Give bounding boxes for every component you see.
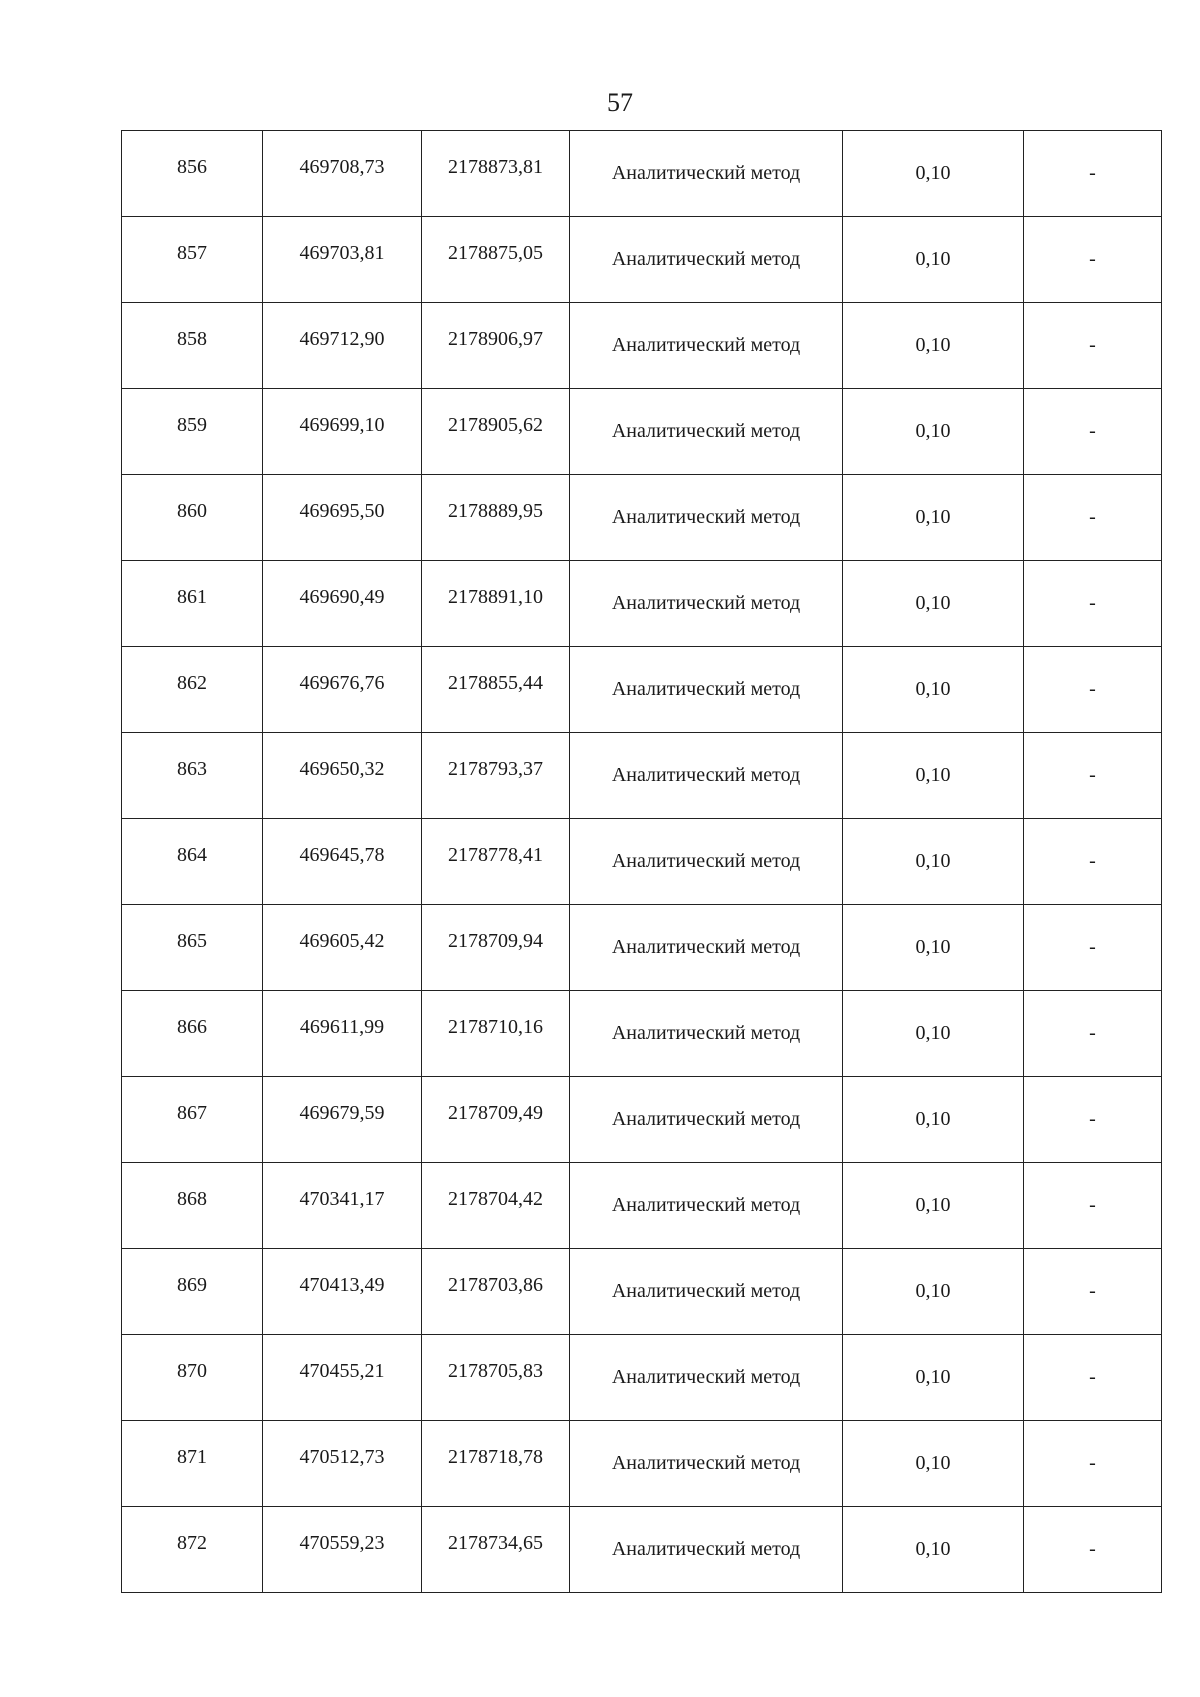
y-coordinate-cell-text: 2178734,65 bbox=[448, 1532, 543, 1554]
method-cell-text: Аналитический метод bbox=[611, 1108, 801, 1130]
point-number-cell-text: 867 bbox=[177, 1102, 207, 1124]
accuracy-cell-text: 0,10 bbox=[915, 1538, 951, 1560]
description-cell-text: - bbox=[1089, 1538, 1096, 1560]
x-coordinate-cell-text: 469605,42 bbox=[299, 930, 385, 952]
accuracy-cell bbox=[843, 905, 1024, 991]
y-coordinate-cell-text: 2178873,81 bbox=[448, 156, 543, 178]
method-cell bbox=[570, 389, 843, 475]
method-cell-text: Аналитический метод bbox=[611, 1194, 801, 1216]
x-coordinate-cell bbox=[263, 303, 422, 389]
method-cell bbox=[570, 1335, 843, 1421]
point-number-cell-text: 858 bbox=[177, 328, 207, 350]
accuracy-cell bbox=[843, 647, 1024, 733]
description-cell-text: - bbox=[1089, 764, 1096, 786]
table-row bbox=[122, 217, 1162, 303]
accuracy-cell bbox=[843, 733, 1024, 819]
point-number-cell bbox=[122, 819, 263, 905]
accuracy-cell bbox=[843, 561, 1024, 647]
y-coordinate-cell bbox=[422, 1249, 570, 1335]
description-cell bbox=[1024, 819, 1162, 905]
y-coordinate-cell-text: 2178905,62 bbox=[448, 414, 543, 436]
x-coordinate-cell-text: 469690,49 bbox=[299, 586, 385, 608]
y-coordinate-cell bbox=[422, 733, 570, 819]
x-coordinate-cell bbox=[263, 1335, 422, 1421]
method-cell-text: Аналитический метод bbox=[611, 506, 801, 528]
accuracy-cell-text: 0,10 bbox=[915, 678, 951, 700]
x-coordinate-cell-text: 469679,59 bbox=[299, 1102, 385, 1124]
y-coordinate-cell bbox=[422, 819, 570, 905]
point-number-cell-text: 863 bbox=[177, 758, 207, 780]
description-cell bbox=[1024, 1507, 1162, 1593]
description-cell-text: - bbox=[1089, 936, 1096, 958]
table-row bbox=[122, 819, 1162, 905]
x-coordinate-cell-text: 470559,23 bbox=[299, 1532, 385, 1554]
point-number-cell bbox=[122, 1507, 263, 1593]
description-cell bbox=[1024, 991, 1162, 1077]
method-cell bbox=[570, 1249, 843, 1335]
point-number-cell bbox=[122, 389, 263, 475]
method-cell-text: Аналитический метод bbox=[611, 936, 801, 958]
accuracy-cell-text: 0,10 bbox=[915, 764, 951, 786]
x-coordinate-cell-text: 469712,90 bbox=[299, 328, 385, 350]
y-coordinate-cell-text: 2178875,05 bbox=[448, 242, 543, 264]
y-coordinate-cell bbox=[422, 647, 570, 733]
x-coordinate-cell bbox=[263, 733, 422, 819]
point-number-cell-text: 866 bbox=[177, 1016, 207, 1038]
point-number-cell-text: 856 bbox=[177, 156, 207, 178]
accuracy-cell bbox=[843, 217, 1024, 303]
accuracy-cell bbox=[843, 1163, 1024, 1249]
accuracy-cell bbox=[843, 475, 1024, 561]
description-cell bbox=[1024, 217, 1162, 303]
point-number-cell bbox=[122, 1421, 263, 1507]
method-cell-text: Аналитический метод bbox=[611, 1366, 801, 1388]
description-cell-text: - bbox=[1089, 1108, 1096, 1130]
accuracy-cell-text: 0,10 bbox=[915, 1108, 951, 1130]
accuracy-cell-text: 0,10 bbox=[915, 1194, 951, 1216]
table-row bbox=[122, 1077, 1162, 1163]
description-cell bbox=[1024, 131, 1162, 217]
description-cell bbox=[1024, 647, 1162, 733]
y-coordinate-cell bbox=[422, 217, 570, 303]
x-coordinate-cell-text: 470455,21 bbox=[299, 1360, 385, 1382]
method-cell bbox=[570, 991, 843, 1077]
coordinates-table-body bbox=[122, 131, 1162, 1593]
description-cell bbox=[1024, 1335, 1162, 1421]
point-number-cell-text: 870 bbox=[177, 1360, 207, 1382]
y-coordinate-cell-text: 2178778,41 bbox=[448, 844, 543, 866]
point-number-cell bbox=[122, 733, 263, 819]
accuracy-cell bbox=[843, 1507, 1024, 1593]
description-cell-text: - bbox=[1089, 1452, 1096, 1474]
accuracy-cell bbox=[843, 389, 1024, 475]
method-cell-text: Аналитический метод bbox=[611, 1022, 801, 1044]
x-coordinate-cell bbox=[263, 217, 422, 303]
table-row bbox=[122, 1335, 1162, 1421]
accuracy-cell-text: 0,10 bbox=[915, 334, 951, 356]
accuracy-cell-text: 0,10 bbox=[915, 936, 951, 958]
x-coordinate-cell bbox=[263, 905, 422, 991]
method-cell bbox=[570, 131, 843, 217]
point-number-cell bbox=[122, 647, 263, 733]
description-cell-text: - bbox=[1089, 850, 1096, 872]
x-coordinate-cell bbox=[263, 1421, 422, 1507]
accuracy-cell bbox=[843, 1249, 1024, 1335]
method-cell bbox=[570, 905, 843, 991]
accuracy-cell-text: 0,10 bbox=[915, 1022, 951, 1044]
point-number-cell-text: 869 bbox=[177, 1274, 207, 1296]
point-number-cell-text: 860 bbox=[177, 500, 207, 522]
method-cell bbox=[570, 1077, 843, 1163]
x-coordinate-cell-text: 469708,73 bbox=[299, 156, 385, 178]
method-cell-text: Аналитический метод bbox=[611, 1452, 801, 1474]
method-cell-text: Аналитический метод bbox=[611, 764, 801, 786]
y-coordinate-cell bbox=[422, 1163, 570, 1249]
point-number-cell bbox=[122, 905, 263, 991]
table-row bbox=[122, 905, 1162, 991]
description-cell bbox=[1024, 389, 1162, 475]
y-coordinate-cell-text: 2178718,78 bbox=[448, 1446, 543, 1468]
y-coordinate-cell-text: 2178891,10 bbox=[448, 586, 543, 608]
point-number-cell-text: 862 bbox=[177, 672, 207, 694]
y-coordinate-cell bbox=[422, 1507, 570, 1593]
method-cell-text: Аналитический метод bbox=[611, 248, 801, 270]
method-cell bbox=[570, 733, 843, 819]
y-coordinate-cell-text: 2178793,37 bbox=[448, 758, 543, 780]
accuracy-cell-text: 0,10 bbox=[915, 248, 951, 270]
point-number-cell bbox=[122, 991, 263, 1077]
point-number-cell-text: 859 bbox=[177, 414, 207, 436]
point-number-cell bbox=[122, 303, 263, 389]
page-number: 57 bbox=[607, 88, 633, 117]
description-cell-text: - bbox=[1089, 592, 1096, 614]
description-cell bbox=[1024, 905, 1162, 991]
description-cell-text: - bbox=[1089, 248, 1096, 270]
accuracy-cell-text: 0,10 bbox=[915, 162, 951, 184]
y-coordinate-cell bbox=[422, 389, 570, 475]
y-coordinate-cell-text: 2178855,44 bbox=[448, 672, 543, 694]
description-cell-text: - bbox=[1089, 162, 1096, 184]
method-cell bbox=[570, 561, 843, 647]
x-coordinate-cell bbox=[263, 1249, 422, 1335]
method-cell bbox=[570, 647, 843, 733]
table-row bbox=[122, 1421, 1162, 1507]
x-coordinate-cell bbox=[263, 389, 422, 475]
table-row bbox=[122, 991, 1162, 1077]
x-coordinate-cell-text: 469645,78 bbox=[299, 844, 385, 866]
table-row bbox=[122, 647, 1162, 733]
method-cell bbox=[570, 1507, 843, 1593]
accuracy-cell-text: 0,10 bbox=[915, 420, 951, 442]
coordinates-table bbox=[121, 130, 1162, 1593]
description-cell bbox=[1024, 1077, 1162, 1163]
accuracy-cell-text: 0,10 bbox=[915, 1366, 951, 1388]
accuracy-cell bbox=[843, 991, 1024, 1077]
y-coordinate-cell bbox=[422, 905, 570, 991]
description-cell-text: - bbox=[1089, 420, 1096, 442]
point-number-cell bbox=[122, 561, 263, 647]
table-row bbox=[122, 1507, 1162, 1593]
accuracy-cell-text: 0,10 bbox=[915, 506, 951, 528]
point-number-cell-text: 868 bbox=[177, 1188, 207, 1210]
point-number-cell-text: 857 bbox=[177, 242, 207, 264]
y-coordinate-cell-text: 2178710,16 bbox=[448, 1016, 543, 1038]
point-number-cell bbox=[122, 131, 263, 217]
x-coordinate-cell bbox=[263, 1507, 422, 1593]
x-coordinate-cell-text: 469611,99 bbox=[299, 1016, 385, 1038]
description-cell bbox=[1024, 475, 1162, 561]
table-row bbox=[122, 1249, 1162, 1335]
description-cell bbox=[1024, 1249, 1162, 1335]
y-coordinate-cell-text: 2178703,86 bbox=[448, 1274, 543, 1296]
table-row bbox=[122, 131, 1162, 217]
y-coordinate-cell-text: 2178709,94 bbox=[448, 930, 543, 952]
description-cell-text: - bbox=[1089, 506, 1096, 528]
point-number-cell bbox=[122, 475, 263, 561]
x-coordinate-cell bbox=[263, 475, 422, 561]
description-cell-text: - bbox=[1089, 678, 1096, 700]
x-coordinate-cell-text: 469703,81 bbox=[299, 242, 385, 264]
method-cell bbox=[570, 217, 843, 303]
x-coordinate-cell bbox=[263, 561, 422, 647]
method-cell bbox=[570, 1421, 843, 1507]
x-coordinate-cell bbox=[263, 991, 422, 1077]
y-coordinate-cell-text: 2178889,95 bbox=[448, 500, 543, 522]
table-row bbox=[122, 733, 1162, 819]
method-cell-text: Аналитический метод bbox=[611, 1280, 801, 1302]
accuracy-cell bbox=[843, 1077, 1024, 1163]
y-coordinate-cell bbox=[422, 303, 570, 389]
table-row bbox=[122, 303, 1162, 389]
accuracy-cell-text: 0,10 bbox=[915, 592, 951, 614]
x-coordinate-cell-text: 469695,50 bbox=[299, 500, 385, 522]
point-number-cell-text: 871 bbox=[177, 1446, 207, 1468]
x-coordinate-cell-text: 469699,10 bbox=[299, 414, 385, 436]
y-coordinate-cell-text: 2178705,83 bbox=[448, 1360, 543, 1382]
point-number-cell bbox=[122, 1163, 263, 1249]
x-coordinate-cell-text: 470512,73 bbox=[299, 1446, 385, 1468]
point-number-cell bbox=[122, 217, 263, 303]
accuracy-cell-text: 0,10 bbox=[915, 1452, 951, 1474]
method-cell bbox=[570, 303, 843, 389]
method-cell-text: Аналитический метод bbox=[611, 1538, 801, 1560]
description-cell-text: - bbox=[1089, 1280, 1096, 1302]
y-coordinate-cell-text: 2178906,97 bbox=[448, 328, 543, 350]
method-cell bbox=[570, 819, 843, 905]
x-coordinate-cell bbox=[263, 647, 422, 733]
x-coordinate-cell-text: 470341,17 bbox=[299, 1188, 385, 1210]
point-number-cell-text: 861 bbox=[177, 586, 207, 608]
y-coordinate-cell bbox=[422, 1335, 570, 1421]
accuracy-cell bbox=[843, 819, 1024, 905]
x-coordinate-cell-text: 469676,76 bbox=[299, 672, 385, 694]
description-cell bbox=[1024, 303, 1162, 389]
y-coordinate-cell bbox=[422, 475, 570, 561]
point-number-cell bbox=[122, 1335, 263, 1421]
point-number-cell-text: 872 bbox=[177, 1532, 207, 1554]
description-cell-text: - bbox=[1089, 1366, 1096, 1388]
description-cell bbox=[1024, 1163, 1162, 1249]
y-coordinate-cell bbox=[422, 561, 570, 647]
table-row bbox=[122, 475, 1162, 561]
description-cell bbox=[1024, 1421, 1162, 1507]
method-cell-text: Аналитический метод bbox=[611, 592, 801, 614]
method-cell bbox=[570, 1163, 843, 1249]
x-coordinate-cell-text: 470413,49 bbox=[299, 1274, 385, 1296]
description-cell-text: - bbox=[1089, 1022, 1096, 1044]
x-coordinate-cell bbox=[263, 1077, 422, 1163]
x-coordinate-cell bbox=[263, 1163, 422, 1249]
y-coordinate-cell-text: 2178704,42 bbox=[448, 1188, 543, 1210]
x-coordinate-cell bbox=[263, 131, 422, 217]
y-coordinate-cell bbox=[422, 1421, 570, 1507]
accuracy-cell bbox=[843, 1421, 1024, 1507]
point-number-cell bbox=[122, 1077, 263, 1163]
method-cell-text: Аналитический метод bbox=[611, 850, 801, 872]
x-coordinate-cell bbox=[263, 819, 422, 905]
description-cell bbox=[1024, 561, 1162, 647]
table-row bbox=[122, 389, 1162, 475]
point-number-cell-text: 865 bbox=[177, 930, 207, 952]
point-number-cell-text: 864 bbox=[177, 844, 207, 866]
y-coordinate-cell bbox=[422, 991, 570, 1077]
y-coordinate-cell bbox=[422, 1077, 570, 1163]
accuracy-cell bbox=[843, 1335, 1024, 1421]
accuracy-cell-text: 0,10 bbox=[915, 1280, 951, 1302]
accuracy-cell bbox=[843, 303, 1024, 389]
accuracy-cell-text: 0,10 bbox=[915, 850, 951, 872]
x-coordinate-cell-text: 469650,32 bbox=[299, 758, 385, 780]
description-cell bbox=[1024, 733, 1162, 819]
description-cell-text: - bbox=[1089, 334, 1096, 356]
y-coordinate-cell-text: 2178709,49 bbox=[448, 1102, 543, 1124]
description-cell-text: - bbox=[1089, 1194, 1096, 1216]
accuracy-cell bbox=[843, 131, 1024, 217]
method-cell-text: Аналитический метод bbox=[611, 334, 801, 356]
y-coordinate-cell bbox=[422, 131, 570, 217]
table-row bbox=[122, 1163, 1162, 1249]
method-cell-text: Аналитический метод bbox=[611, 162, 801, 184]
method-cell-text: Аналитический метод bbox=[611, 678, 801, 700]
point-number-cell bbox=[122, 1249, 263, 1335]
table-row bbox=[122, 561, 1162, 647]
method-cell bbox=[570, 475, 843, 561]
method-cell-text: Аналитический метод bbox=[611, 420, 801, 442]
